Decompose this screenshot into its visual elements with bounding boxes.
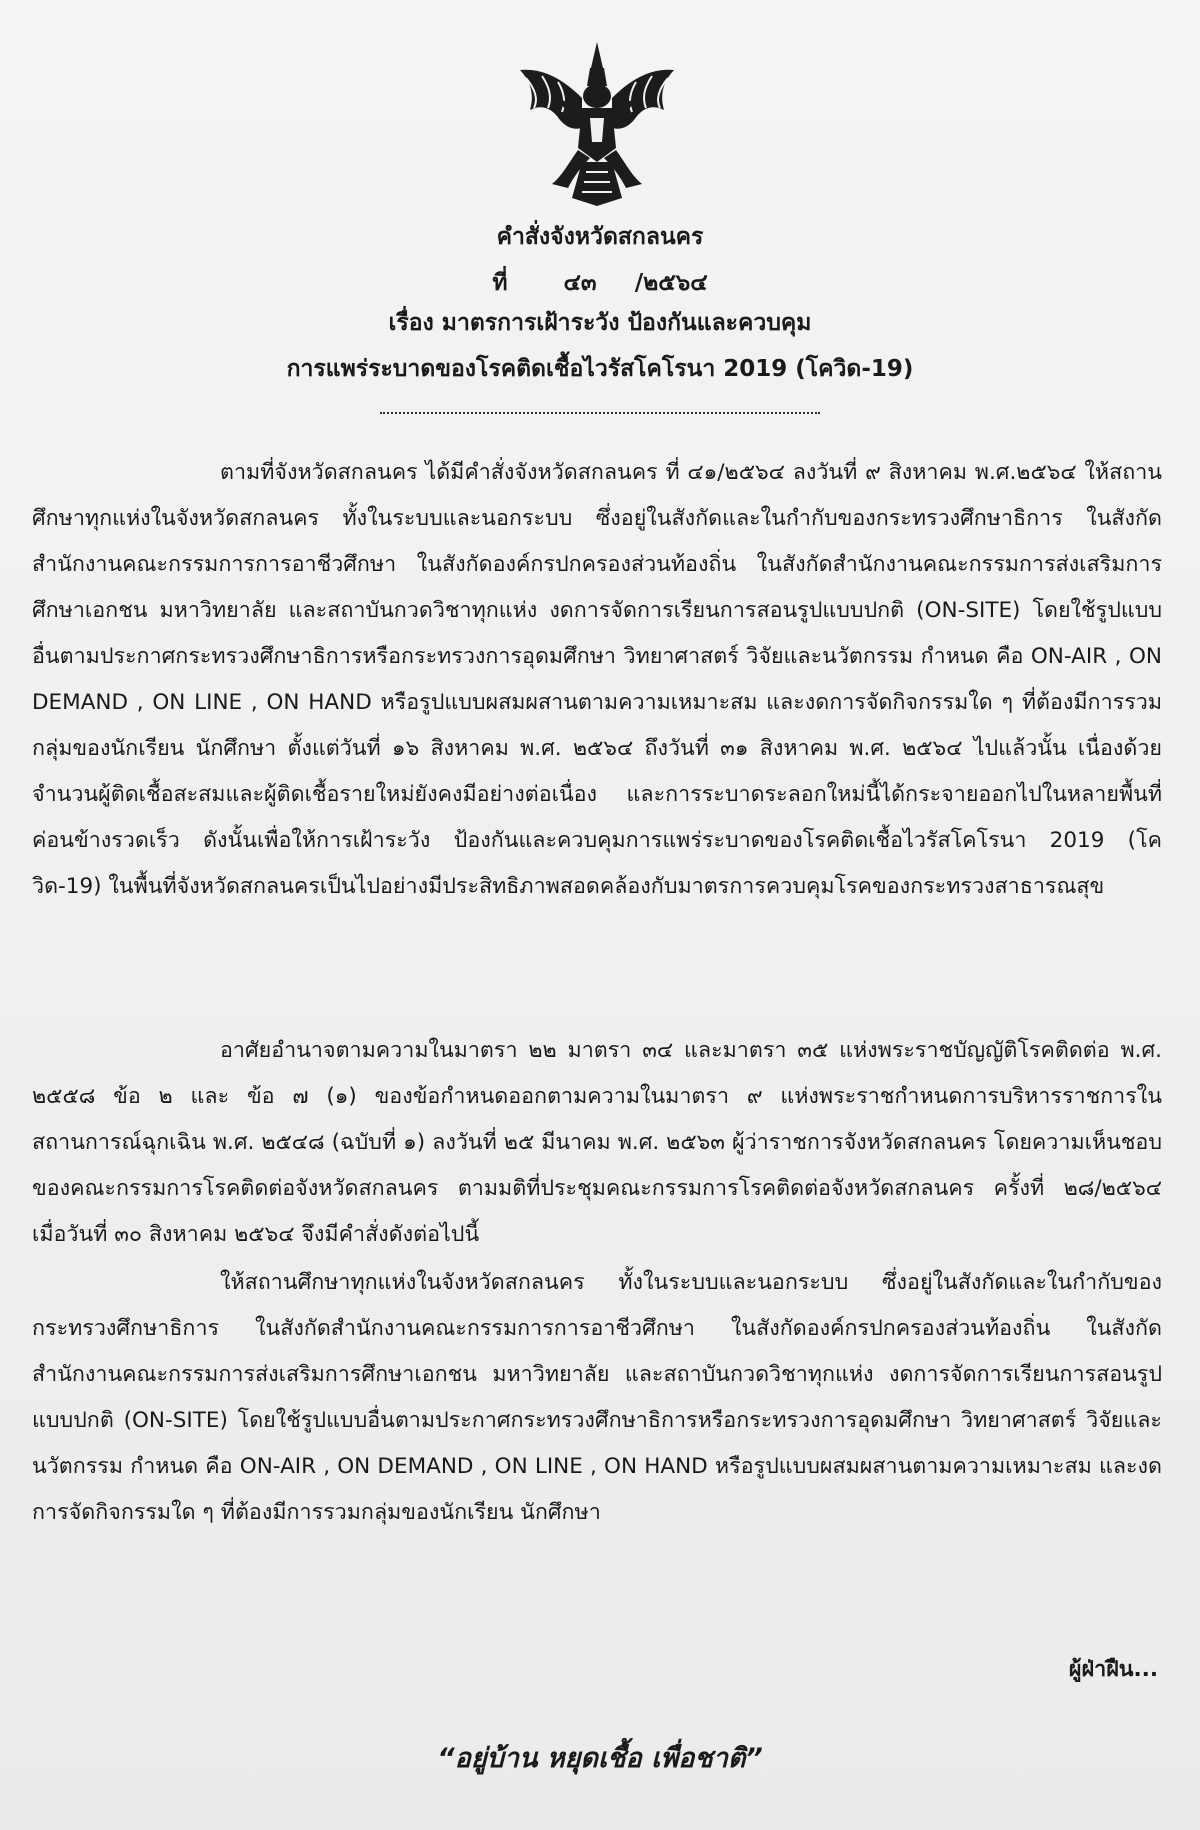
order-number-value: ๔๓ [563, 270, 597, 296]
paragraph-text: ให้สถานศึกษาทุกแห่งในจังหวัดสกลนคร ทั้งในระบบและนอกระบบ ซึ่งอยู่ในสังกัดและในกำกับของกระทรวงศึกษาธิการ ในสังกัดสำนักงานคณะกรรมการการอาชีวศึกษา ในสังกัดองค์กรปกครองส่วนท้องถิ่น ในสังกัดสำนักงานคณะกรรมการส่งเสริมการศึกษาเอกชน มหาวิทยาลัย และสถาบันกวดวิชาทุกแห่ง งดการจัดการเรียนการสอนรูปแบบปกติ (ON-SITE) โดยใช้รูปแบบอื่นตามประกาศกระทรวงศึกษาธิการหรือกระทรวงการอุดมศึกษา วิทยาศาสตร์ วิจัยและนวัตกรรม กำหนด คือ ON-AIR , ON DEMAND , ON LINE , ON HAND หรือรูปแบบผสมผสานตามความเหมาะสม และงดการจัดกิจกรรมใด ๆ ที่ต้องมีการรวมกลุ่มของนักเรียน นักศึกษา [32, 1270, 1162, 1525]
paragraph-text: ตามที่จังหวัดสกลนคร ได้มีคำสั่งจังหวัดสกลนคร ที่ ๔๑/๒๕๖๔ ลงวันที่ ๙ สิงหาคม พ.ศ.๒๕๖๔ ให้สถานศึกษาทุกแห่งในจังหวัดสกลนคร ทั้งในระบบและนอกระบบ ซึ่งอยู่ในสังกัดและในกำกับของกระทรวงศึกษาธิการ ในสังกัดสำนักงานคณะกรรมการการอาชีวศึกษา ในสังกัดองค์กรปกครองส่วนท้องถิ่น ในสังกัดสำนักงานคณะกรรมการส่งเสริมการศึกษาเอกชน มหาวิทยาลัย และสถาบันกวดวิชาทุกแห่ง งดการจัดการเรียนการสอนรูปแบบปกติ (ON-SITE) โดยใช้รูปแบบอื่นตามประกาศกระทรวงศึกษาธิการหรือกระทรวงการอุดมศึกษา วิทยาศาสตร์ วิจัยและนวัตกรรม กำหนด คือ ON-AIR , ON DEMAND , ON LINE , ON HAND หรือรูปแบบผสมผสานตามความเหมาะสม และงดการจัดกิจกรรมใด ๆ ที่ต้องมีการรวมกลุ่มของนักเรียน นักศึกษา ตั้งแต่วันที่ ๑๖ สิงหาคม พ.ศ. ๒๕๖๔ ถึงวันที่ ๓๑ สิงหาคม พ.ศ. ๒๕๖๔ ไปแล้วนั้น เนื่องด้วยจำนวนผู้ติดเชื้อสะสมและผู้ติดเชื้อรายใหม่ยังคงมีอย่างต่อเนื่อง และการระบาดระลอกใหม่นี้ได้กระจายออกไปในหลายพื้นที่ค่อนข้างรวดเร็ว ดังนั้นเพื่อให้การเฝ้าระวัง ป้องกันและควบคุมการแพร่ระบาดของโรคติดเชื้อไวรัสโคโรนา 2019 (โควิด-19) ในพื้นที่จังหวัดสกลนครเป็นไปอย่างมีประสิทธิภาพสอดคล้องกับมาตรการควบคุมโรคของกระทรวงสาธารณสุข [32, 460, 1162, 899]
document-title: คำสั่งจังหวัดสกลนคร [496, 224, 704, 250]
body-paragraph-2 [32, 1028, 1162, 1258]
subject-line-2: การแพร่ระบาดของโรคติดเชื้อไวรัสโคโรนา 2019 (โควิด-19) [286, 356, 914, 382]
dotted-divider [380, 412, 820, 414]
garuda-emblem-icon [512, 38, 682, 208]
body-paragraph-3 [32, 1260, 1162, 1536]
subject-line-1: เรื่อง มาตรการเฝ้าระวัง ป้องกันและควบคุม [388, 310, 812, 336]
paragraph-text: อาศัยอำนาจตามความในมาตรา ๒๒ มาตรา ๓๔ และมาตรา ๓๕ แห่งพระราชบัญญัติโรคติดต่อ พ.ศ. ๒๕๕๘ ข้อ ๒ และ ข้อ ๗ (๑) ของข้อกำหนดออกตามความในมาตรา ๙ แห่งพระราชกำหนดการบริหารราชการในสถานการณ์ฉุกเฉิน พ.ศ. ๒๕๔๘ (ฉบับที่ ๑) ลงวันที่ ๒๕ มีนาคม พ.ศ. ๒๕๖๓ ผู้ว่าราชการจังหวัดสกลนคร โดยความเห็นชอบของคณะกรรมการโรคติดต่อจังหวัดสกลนคร ตามมติที่ประชุมคณะกรรมการโรคติดต่อจังหวัดสกลนคร ครั้งที่ ๒๘/๒๕๖๔ เมื่อวันที่ ๓๐ สิงหาคม ๒๕๖๔ จึงมีคำสั่งดังต่อไปนี้ [32, 1038, 1162, 1247]
order-number-label: ที่ [492, 270, 508, 296]
order-number-year: /๒๕๖๔ [634, 270, 708, 296]
slogan: “อยู่บ้าน หยุดเชื้อ เพื่อชาติ” [437, 1743, 763, 1774]
body-paragraph-1 [32, 450, 1162, 910]
order-number [0, 268, 1200, 298]
continuation-marker: ผู้ฝ่าฝืน... [1068, 1657, 1158, 1682]
